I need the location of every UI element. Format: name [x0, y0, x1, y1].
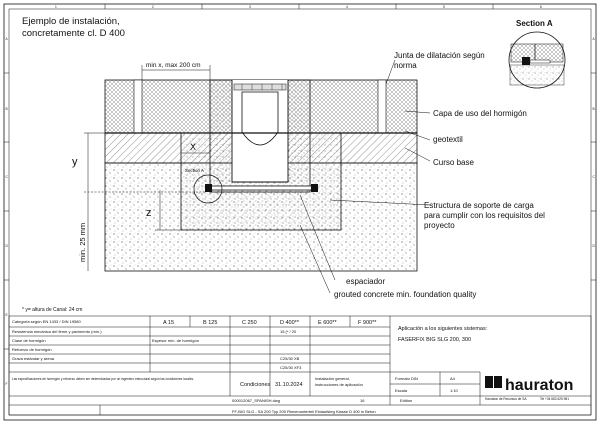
table-row3-label: Clase de hormigón [12, 338, 46, 343]
table-row5-value: C25/30 XF3 [280, 365, 302, 370]
instructions-line2: instrucciones de aplicación [315, 382, 363, 387]
section-a-tag: Section A [185, 168, 205, 173]
sheet-number: 16 [360, 398, 365, 403]
spacer-block-left [205, 184, 212, 192]
expansion-joint-right [378, 80, 386, 133]
class-e600: E 600** [318, 320, 337, 326]
bottom-strip: FF-BIG SLG - SA 200 Typ 200 Rinnenunterteil Einlaufsteg Klasse D 400 in Beton [232, 409, 376, 414]
row-label-b-right: B [592, 107, 595, 111]
company-phone: Tel +34 663 625 981 [540, 397, 569, 401]
callout-estructura-line2: para cumplir con los requisitos del [424, 211, 545, 220]
row-label-f: F [5, 382, 8, 386]
dim-y-label: y [72, 156, 78, 168]
col-label-3: 3 [249, 5, 251, 9]
table-row3-sub: Espesor mín. de hormigón [152, 338, 199, 343]
company-address: Hauraton de Recursos de SA [485, 397, 527, 401]
callout-espaciador: espaciador [346, 277, 386, 286]
table-row2-value: 15 (* / 20 [280, 329, 297, 334]
row-label-d-right: D [592, 244, 595, 248]
callout-junta-line2: norma [394, 61, 417, 70]
class-f900: F 900** [358, 320, 377, 326]
channel-invert [242, 92, 278, 145]
scale-value: 1:10 [450, 388, 458, 393]
col-label-6: 6 [540, 5, 542, 9]
row-label-b: B [5, 107, 8, 111]
row-label-c: C [5, 175, 8, 179]
dim-top-label: min x, max 200 cm [146, 62, 201, 69]
instructions-line1: Instalación general, [315, 376, 350, 381]
spacer-beam [207, 186, 317, 190]
drawing-title-line1: Ejemplo de instalación, [22, 16, 120, 27]
col-label-4: 4 [346, 5, 348, 9]
table-row1-label: Categoría según EN 1433 / DIN 19580 [12, 319, 81, 324]
row-label-e: E [5, 313, 8, 317]
callout-geotextil: geotextil [433, 135, 463, 144]
company-logo [485, 376, 573, 401]
dim-min25-label: min. 25 mm [78, 222, 87, 262]
row-label-a-right: A [592, 37, 595, 41]
callout-curso: Curso base [433, 158, 474, 167]
cross-section [105, 80, 417, 271]
dim-z-label: z [146, 207, 152, 219]
callout-junta-line1: Junta de dilatación según [394, 51, 485, 60]
format-label: Formato DIN [395, 376, 418, 381]
conditions-date: 31.10.2024 [275, 382, 303, 388]
table-row4-value: C25/30 XB [280, 356, 300, 361]
expansion-joint-left [134, 80, 142, 133]
col-label-2: 2 [152, 5, 154, 9]
title-block-text [12, 319, 488, 414]
edition-label: Edition [400, 398, 413, 403]
section-a-detail [509, 19, 565, 88]
table-row2-label: Resistencia mecánica del firme y pavimento (mín.) [12, 329, 102, 334]
scale-label: Escala [395, 388, 408, 393]
row-label-c-right: C [592, 175, 595, 179]
footnote: * y= altura de Canal: 24 cm [22, 307, 83, 313]
row-label-a: A [5, 37, 8, 41]
class-d400: D 400** [280, 320, 299, 326]
callout-grouted: grouted concrete min. foundation quality [334, 290, 477, 299]
table-disclaimer: Las especificaciones de hormigón y refuerzo deben ser determinadas por un ingeniero estructural según las condiciones locales. [12, 377, 194, 381]
class-a15: A 15 [163, 320, 175, 326]
conditions-label: Condiciones [240, 382, 271, 388]
dim-x-label: X [190, 142, 197, 152]
class-b125: B 125 [203, 320, 218, 326]
callout-estructura-line3: proyecto [424, 221, 455, 230]
section-a-title: Section A [516, 19, 553, 28]
col-label-5: 5 [443, 5, 445, 9]
callout-estructura-line1: Estructura de soporte de carga [424, 201, 534, 210]
file-name: 000012067_SPANISH.dwg [232, 398, 280, 403]
drawing-title-line2: concretamente cl. D 400 [22, 28, 125, 39]
class-c250: C 250 [242, 320, 257, 326]
company-name: hauraton [505, 377, 574, 394]
table-row4-label: Refuerzo de hormigón [12, 347, 52, 352]
format-value: A4 [450, 376, 455, 381]
application-title: Aplicación a los siguientes sistemas: [398, 326, 488, 332]
table-row5-label: Grava estándar y arena [12, 356, 55, 361]
application-products: FASERFIX BIG SLG 200, 300 [398, 337, 472, 343]
row-label-d: D [5, 244, 8, 248]
callout-capa: Capa de uso del hormigón [433, 109, 527, 118]
spacer-block-right [311, 184, 318, 192]
col-label-1: 1 [55, 5, 57, 9]
